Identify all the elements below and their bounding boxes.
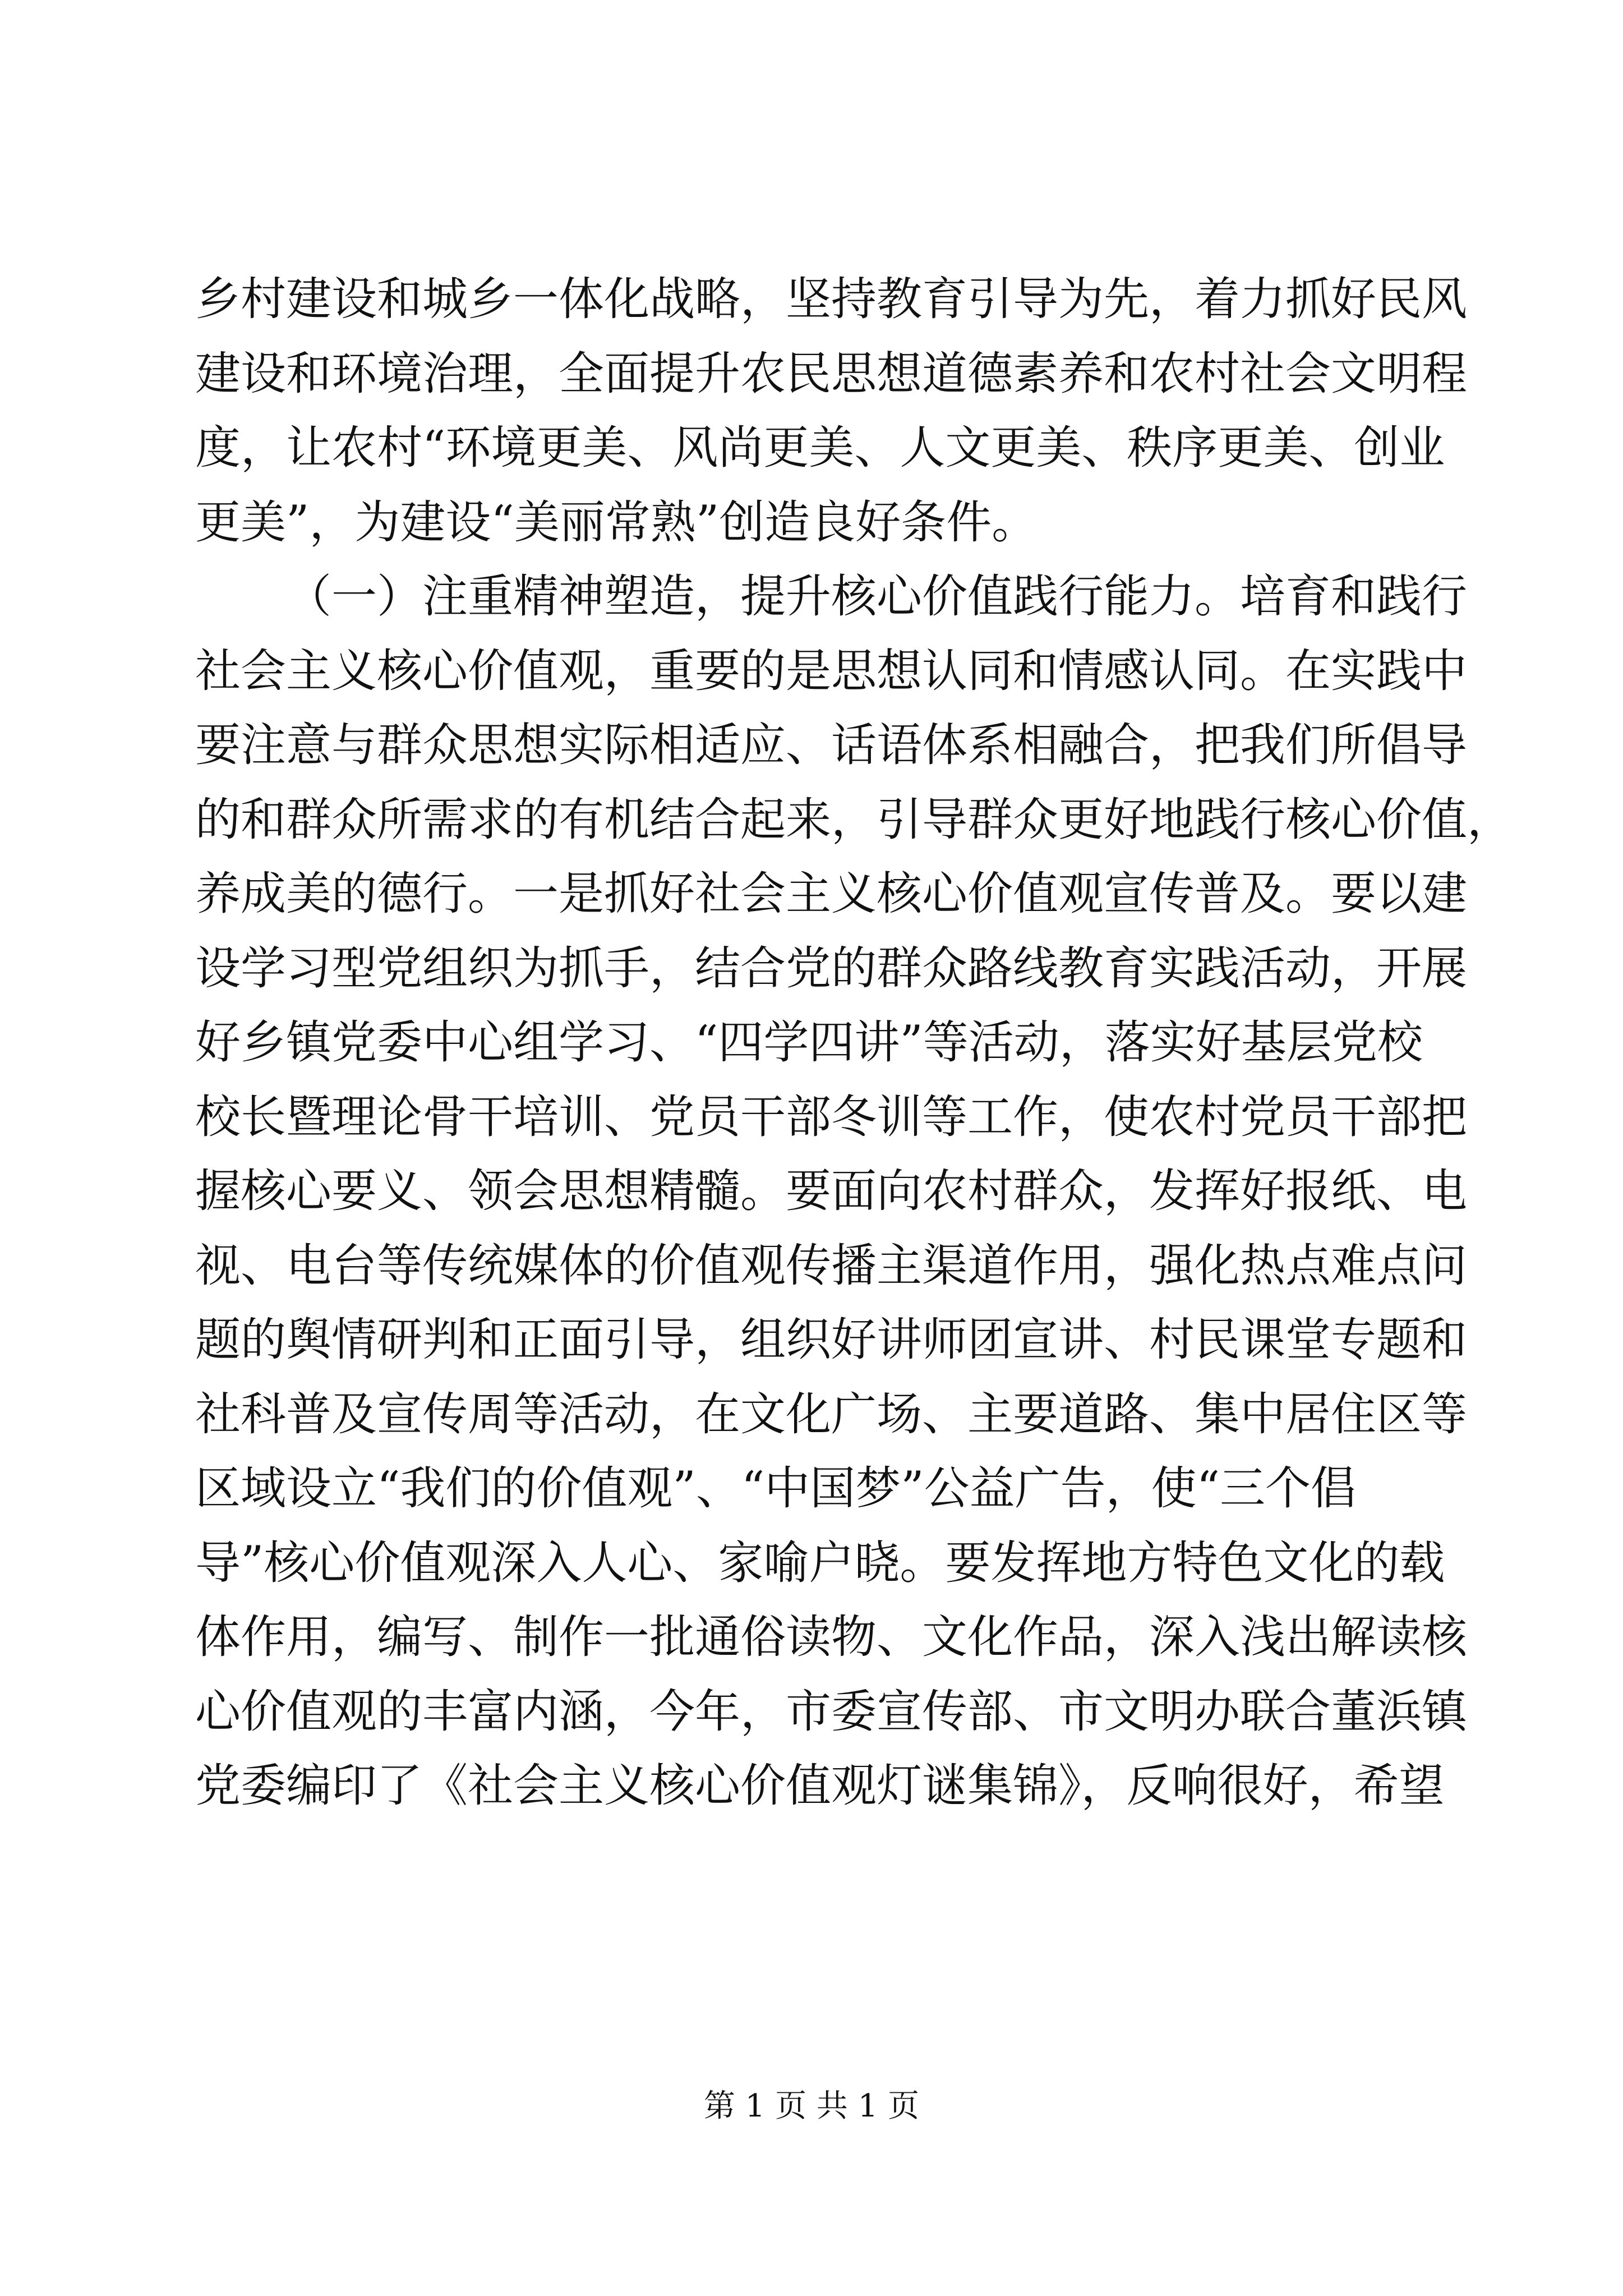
page-footer bbox=[0, 2081, 1623, 2126]
text-line: 校长暨理论骨干培训、党员干部冬训等工作，使农村党员干部把 bbox=[195, 1091, 1468, 1144]
text-line: 导”核心价值观深入人心、家喻户晓。要发挥地方特色文化的载 bbox=[195, 1536, 1445, 1590]
document-body bbox=[195, 263, 1513, 1824]
text-line: 建设和环境治理，全面提升农民思想道德素养和农村社会文明程 bbox=[195, 347, 1468, 401]
text-line: 视、电台等传统媒体的价值观传播主渠道作用，强化热点难点问 bbox=[195, 1239, 1468, 1292]
paragraph-heading-line: （一）注重精神塑造，提升核心价值践行能力。培育和践行 bbox=[286, 570, 1468, 623]
text-line: 度，让农村“环境更美、风尚更美、人文更美、秩序更美、创业 bbox=[195, 422, 1445, 475]
text-line: 题的舆情研判和正面引导，组织好讲师团宣讲、村民课堂专题和 bbox=[195, 1314, 1468, 1366]
text-line: 心价值观的丰富内涵，今年，市委宣传部、市文明办联合董浜镇 bbox=[195, 1685, 1468, 1738]
text-line: 养成美的德行。一是抓好社会主义核心价值观宣传普及。要以建 bbox=[195, 868, 1468, 921]
text-line: 设学习型党组织为抓手，结合党的群众路线教育实践活动，开展 bbox=[195, 942, 1468, 995]
text-line: 体作用，编写、制作一批通俗读物、文化作品，深入浅出解读核 bbox=[195, 1611, 1468, 1664]
text-line: 更美”，为建设“美丽常熟”创造良好条件。 bbox=[195, 496, 1038, 549]
text-line: 的和群众所需求的有机结合起来，引导群众更好地践行核心价值， bbox=[195, 793, 1513, 846]
text-line: 握核心要义、领会思想精髓。要面向农村群众，发挥好报纸、电 bbox=[195, 1165, 1468, 1218]
text-line: 要注意与群众思想实际相适应、话语体系相融合，把我们所倡导 bbox=[195, 719, 1468, 772]
text-line: 党委编印了《社会主义核心价值观灯谜集锦》，反响很好，希望 bbox=[195, 1760, 1445, 1812]
text-line: 社科普及宣传周等活动，在文化广场、主要道路、集中居住区等 bbox=[195, 1388, 1468, 1441]
text-line: 乡村建设和城乡一体化战略，坚持教育引导为先，着力抓好民风 bbox=[195, 273, 1468, 326]
text-line: 区域设立“我们的价值观”、“中国梦”公益广告，使“三个倡 bbox=[195, 1462, 1357, 1515]
text-line: 好乡镇党委中心组学习、“四学四讲”等活动，落实好基层党校 bbox=[195, 1016, 1423, 1069]
text-line: 社会主义核心价值观，重要的是思想认同和情感认同。在实践中 bbox=[195, 645, 1468, 698]
page-number-label: 第 1 页 共 1 页 bbox=[703, 2088, 920, 2124]
